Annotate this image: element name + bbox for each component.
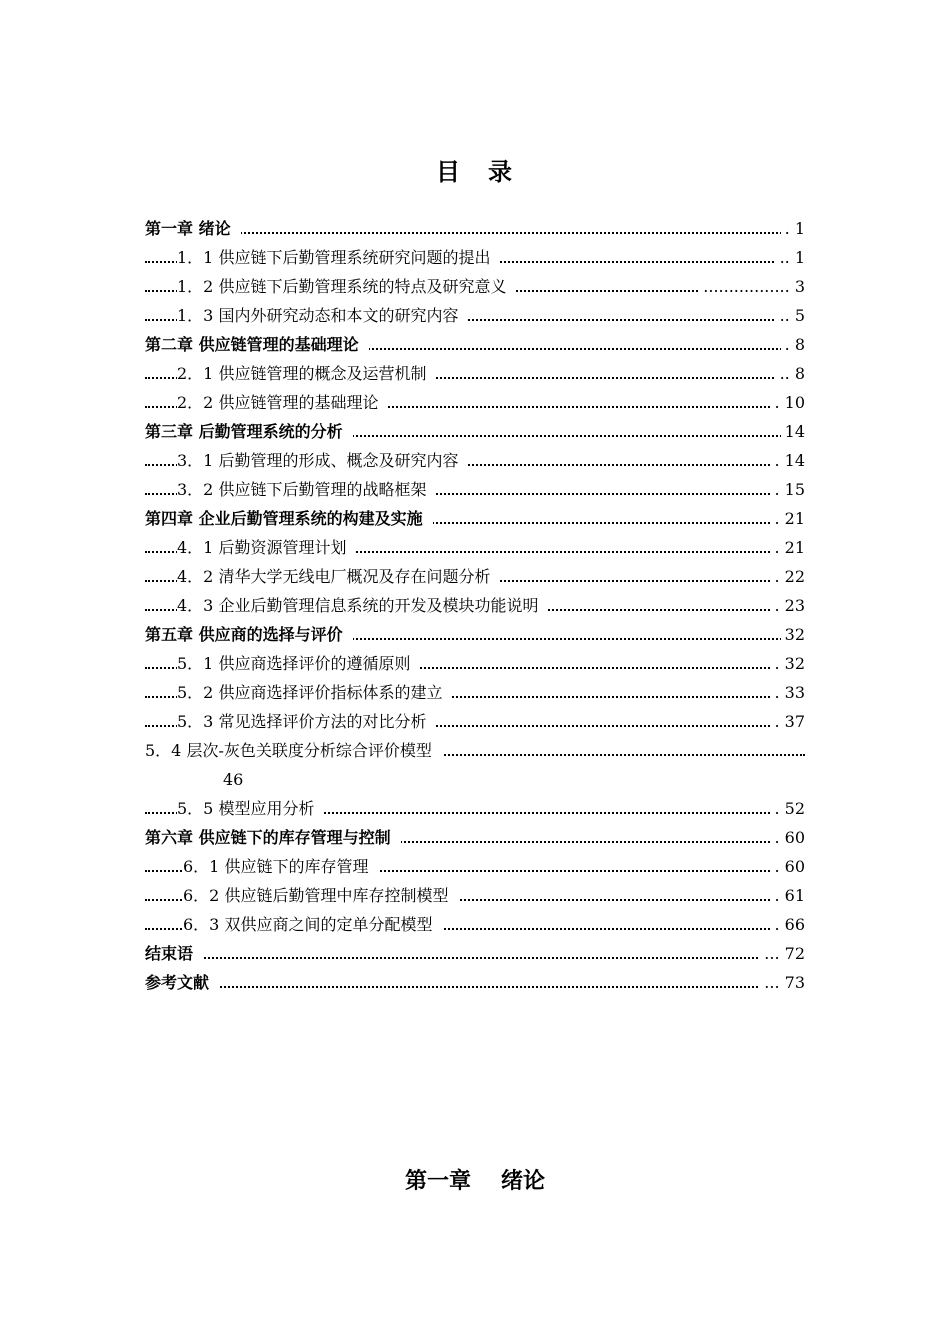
- toc-title-part2: 录: [488, 157, 514, 186]
- toc-section-entry[interactable]: [145, 910, 805, 939]
- toc-entry-label: 结束语: [145, 944, 203, 963]
- toc-entry-page: . 1: [781, 214, 805, 243]
- toc-entry-page: . 15: [770, 475, 805, 504]
- toc-dot-leader: [145, 232, 805, 234]
- toc-entry-page: . 22: [770, 562, 805, 591]
- toc-entry-label: 第五章 供应商的选择与评价: [145, 625, 353, 644]
- toc-chapter-entry[interactable]: [145, 417, 805, 446]
- toc-entry-label: 3．2 供应链下后勤管理的战略框架: [177, 480, 436, 499]
- toc-entry-label: 5．5 模型应用分析: [177, 799, 324, 818]
- toc-entry-label: 4．1 后勤资源管理计划: [177, 538, 356, 557]
- toc-entry-page: . 61: [770, 881, 805, 910]
- toc-entry-page: . 10: [770, 388, 805, 417]
- toc-entry-page: . 23: [770, 591, 805, 620]
- toc-entry-label: 5．3 常见选择评价方法的对比分析: [177, 712, 436, 731]
- chapter-heading-title: 绪论: [501, 1168, 546, 1194]
- toc-entry-page: .. 5: [776, 301, 805, 330]
- toc-entry-label: 6．1 供应链下的库存管理: [183, 857, 378, 876]
- toc-entry-label: 2．1 供应链管理的概念及运营机制: [177, 364, 436, 383]
- toc-section-entry[interactable]: [145, 301, 805, 330]
- toc-entry-page: . 33: [770, 678, 805, 707]
- toc-entry-page: ................. 3: [699, 272, 805, 301]
- toc-section-entry[interactable]: [145, 388, 805, 417]
- toc-chapter-entry[interactable]: [145, 823, 805, 852]
- chapter-heading-number: 第一章: [404, 1168, 471, 1194]
- toc-section-entry[interactable]: [145, 794, 805, 823]
- toc-section-entry[interactable]: [145, 272, 805, 301]
- toc-entry-label: 第二章 供应链管理的基础理论: [145, 335, 369, 354]
- toc-section-entry[interactable]: [145, 359, 805, 388]
- toc-entry-page: ... 73: [760, 968, 805, 997]
- toc-section-entry[interactable]: [145, 736, 805, 794]
- toc-section-entry[interactable]: [145, 533, 805, 562]
- toc-dot-leader: [145, 986, 805, 988]
- toc-entry-page: . 52: [770, 794, 805, 823]
- toc-entry-label: 第一章 绪论: [145, 219, 241, 238]
- toc-chapter-entry[interactable]: [145, 968, 805, 997]
- toc-section-entry[interactable]: [145, 678, 805, 707]
- toc-section-entry[interactable]: [145, 707, 805, 736]
- toc-entry-label: 5．1 供应商选择评价的遵循原则: [177, 654, 420, 673]
- toc-entry-label: 6．2 供应链后勤管理中库存控制模型: [183, 886, 458, 905]
- toc-entry-page: 32: [781, 620, 805, 649]
- toc-entry-label: 1．3 国内外研究动态和本文的研究内容: [177, 306, 468, 325]
- toc-section-entry[interactable]: [145, 446, 805, 475]
- toc-entry-label: 参考文献: [145, 973, 219, 992]
- toc-entry-page: .. 1: [776, 243, 805, 272]
- toc-chapter-entry[interactable]: [145, 939, 805, 968]
- toc-section-entry[interactable]: [145, 852, 805, 881]
- toc-section-entry[interactable]: [145, 243, 805, 272]
- toc-entry-label: 2．2 供应链管理的基础理论: [177, 393, 388, 412]
- table-of-contents: [145, 214, 805, 997]
- toc-chapter-entry[interactable]: [145, 330, 805, 359]
- toc-entry-page: . 60: [770, 852, 805, 881]
- toc-section-entry[interactable]: [145, 562, 805, 591]
- toc-title-part1: 目: [436, 157, 462, 186]
- toc-entry-label: 5．2 供应商选择评价指标体系的建立: [177, 683, 452, 702]
- toc-title: [0, 152, 950, 187]
- toc-entry-label: 3．1 后勤管理的形成、概念及研究内容: [177, 451, 468, 470]
- toc-entry-page: . 8: [781, 330, 805, 359]
- toc-entry-label: 4．3 企业后勤管理信息系统的开发及模块功能说明: [177, 596, 548, 615]
- toc-entry-page: . 21: [770, 504, 805, 533]
- toc-chapter-entry[interactable]: [145, 504, 805, 533]
- toc-entry-page: 46: [223, 765, 243, 794]
- toc-entry-label: 第六章 供应链下的库存管理与控制: [145, 828, 401, 847]
- toc-entry-label: 4．2 清华大学无线电厂概况及存在问题分析: [177, 567, 500, 586]
- toc-entry-page: . 60: [770, 823, 805, 852]
- toc-entry-page: . 32: [770, 649, 805, 678]
- toc-dot-leader: [145, 957, 805, 959]
- toc-entry-label: 5．4 层次-灰色关联度分析综合评价模型: [145, 741, 442, 760]
- toc-entry-label: 第三章 后勤管理系统的分析: [145, 422, 353, 441]
- toc-entry-label: 1．2 供应链下后勤管理系统的特点及研究意义: [177, 277, 516, 296]
- toc-entry-label: 1．1 供应链下后勤管理系统研究问题的提出: [177, 248, 500, 267]
- toc-entry-page: ... 72: [760, 939, 805, 968]
- toc-section-entry[interactable]: [145, 649, 805, 678]
- chapter-heading: [0, 1164, 950, 1195]
- toc-chapter-entry[interactable]: [145, 620, 805, 649]
- toc-entry-page: 14: [781, 417, 805, 446]
- toc-entry-label: 第四章 企业后勤管理系统的构建及实施: [145, 509, 433, 528]
- toc-section-entry[interactable]: [145, 591, 805, 620]
- toc-entry-label: 6．3 双供应商之间的定单分配模型: [183, 915, 442, 934]
- toc-section-entry[interactable]: [145, 475, 805, 504]
- toc-entry-page: . 14: [770, 446, 805, 475]
- toc-entry-page: . 21: [770, 533, 805, 562]
- toc-entry-page: . 37: [770, 707, 805, 736]
- toc-entry-page: .. 8: [776, 359, 805, 388]
- toc-chapter-entry[interactable]: [145, 214, 805, 243]
- toc-entry-page: . 66: [770, 910, 805, 939]
- toc-section-entry[interactable]: [145, 881, 805, 910]
